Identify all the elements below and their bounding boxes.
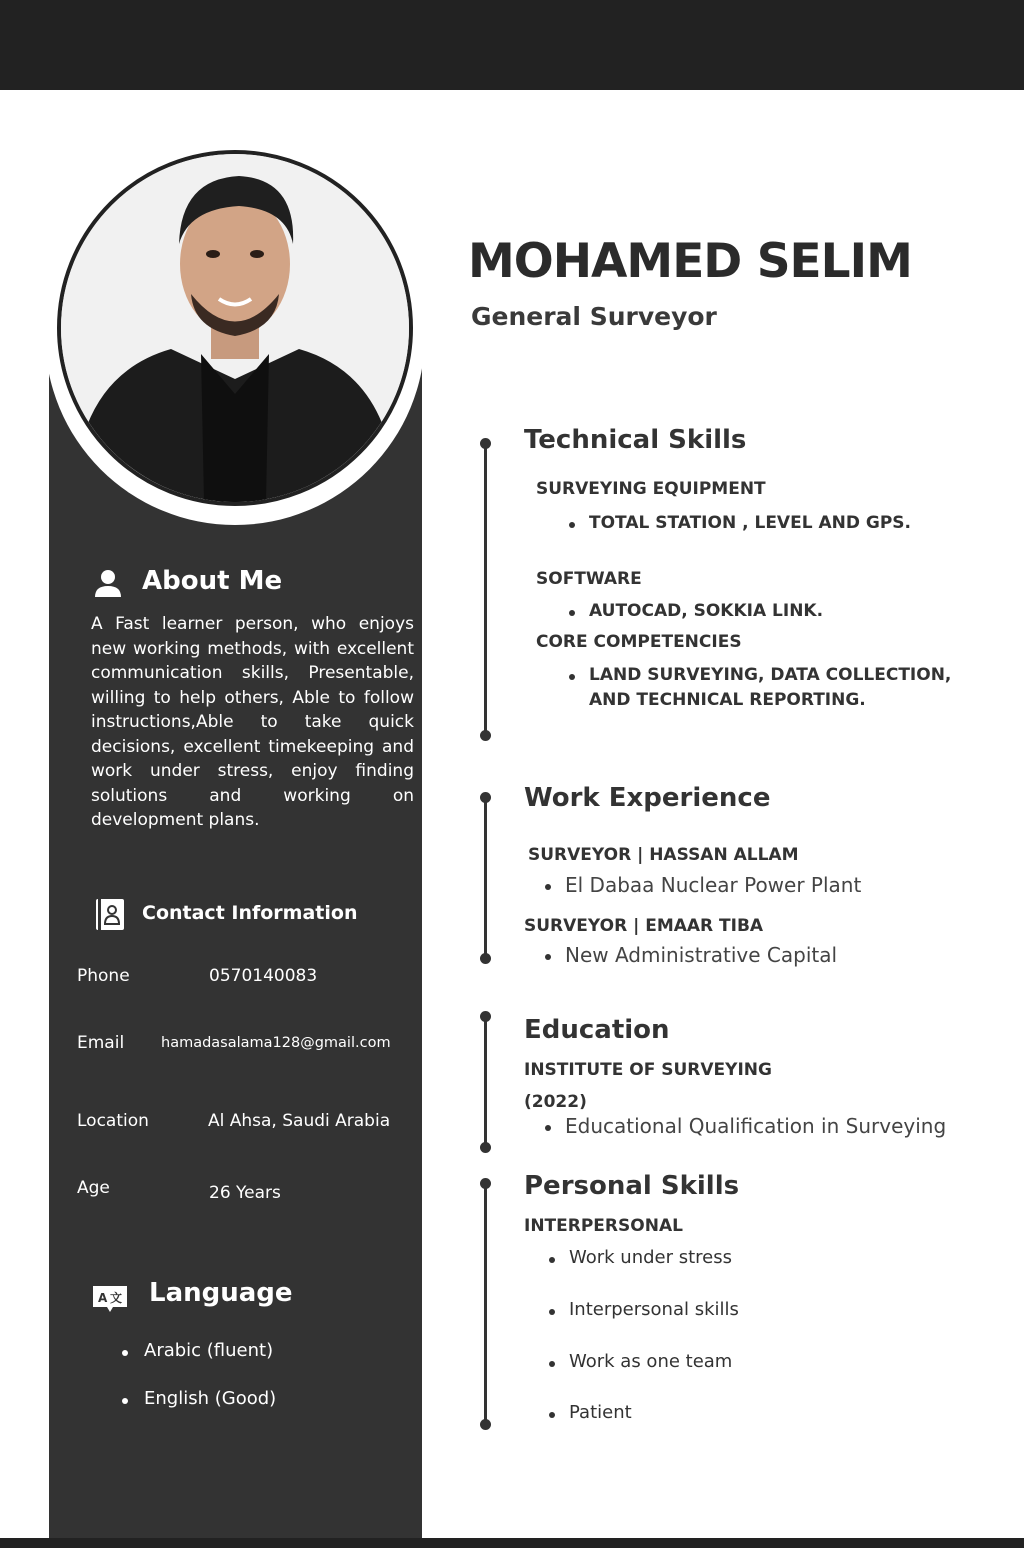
top-bar — [0, 0, 1024, 90]
skill-group-heading: CORE COMPETENCIES — [536, 632, 742, 652]
timeline-dot — [480, 1011, 491, 1022]
skill-group-heading: SOFTWARE — [536, 569, 642, 589]
about-title: About Me — [142, 566, 283, 596]
education-school: INSTITUTE OF SURVEYING — [524, 1060, 772, 1080]
language-item: Arabic (fluent) — [120, 1340, 276, 1388]
about-text: A Fast learner person, who enjoys new working methods, with excellent communication skills, Presentable, willing to help others, Able to follow instructions,Able to take quick decisions, excellent timekeeping and work under stress, enjoy finding solutions and working on development plans. — [91, 614, 414, 830]
person-name: MOHAMED SELIM — [468, 234, 912, 289]
contact-title: Contact Information — [142, 902, 358, 924]
education-title: Education — [524, 1015, 670, 1045]
personal-skills-heading: INTERPERSONAL — [524, 1216, 683, 1236]
person-icon — [93, 568, 123, 598]
work-experience-title: Work Experience — [524, 783, 771, 813]
timeline-dot — [480, 1178, 491, 1189]
contact-phone-value[interactable]: 0570140083 — [209, 966, 318, 986]
timeline-dot — [480, 438, 491, 449]
contact-phone-label: Phone — [77, 966, 130, 986]
job-title: General Surveyor — [471, 302, 717, 331]
personal-skill-item: Work as one team — [569, 1351, 733, 1372]
skill-item: AUTOCAD, SOKKIA LINK. — [589, 601, 824, 621]
skill-group-heading: SURVEYING EQUIPMENT — [536, 479, 766, 499]
skill-item-continued: AND TECHNICAL REPORTING. — [589, 690, 866, 710]
language-list — [120, 1340, 276, 1436]
timeline-line — [484, 1184, 487, 1424]
timeline-line — [484, 444, 487, 736]
contact-email-label: Email — [77, 1033, 125, 1053]
bottom-bar — [0, 1538, 1024, 1548]
language-title: Language — [149, 1278, 293, 1308]
contact-email-value[interactable]: hamadasalama128@gmail.com — [161, 1035, 391, 1051]
contact-age-value: 26 Years — [209, 1183, 281, 1203]
contact-location-label: Location — [77, 1111, 149, 1131]
timeline-dot — [480, 1142, 491, 1153]
timeline-dot — [480, 1419, 491, 1430]
timeline-dot — [480, 730, 491, 741]
timeline-line — [484, 799, 487, 959]
translate-icon — [91, 1284, 129, 1314]
timeline-dot — [480, 792, 491, 803]
personal-skill-item: Interpersonal skills — [569, 1299, 739, 1320]
personal-skills-title: Personal Skills — [524, 1171, 740, 1201]
technical-skills-title: Technical Skills — [524, 425, 747, 455]
education-year: (2022) — [524, 1092, 587, 1112]
svg-text:A: A — [98, 1291, 108, 1305]
education-qualification: Educational Qualification in Surveying — [565, 1114, 947, 1138]
contact-card-icon — [95, 898, 125, 931]
personal-skill-item: Patient — [569, 1402, 632, 1423]
language-item: English (Good) — [120, 1388, 276, 1436]
job-heading: SURVEYOR | EMAAR TIBA — [524, 916, 764, 936]
timeline-line — [484, 1017, 487, 1147]
job-project: New Administrative Capital — [565, 943, 838, 967]
svg-text:文: 文 — [110, 1291, 123, 1305]
skill-item: LAND SURVEYING, DATA COLLECTION, — [589, 665, 952, 685]
contact-location-value: Al Ahsa, Saudi Arabia — [208, 1111, 391, 1131]
job-project: El Dabaa Nuclear Power Plant — [565, 873, 862, 897]
profile-photo — [57, 150, 413, 506]
personal-skill-item: Work under stress — [569, 1247, 733, 1268]
skill-item: TOTAL STATION , LEVEL AND GPS. — [589, 513, 911, 533]
contact-age-label: Age — [77, 1178, 110, 1198]
timeline-dot — [480, 953, 491, 964]
job-heading: SURVEYOR | HASSAN ALLAM — [528, 845, 799, 865]
